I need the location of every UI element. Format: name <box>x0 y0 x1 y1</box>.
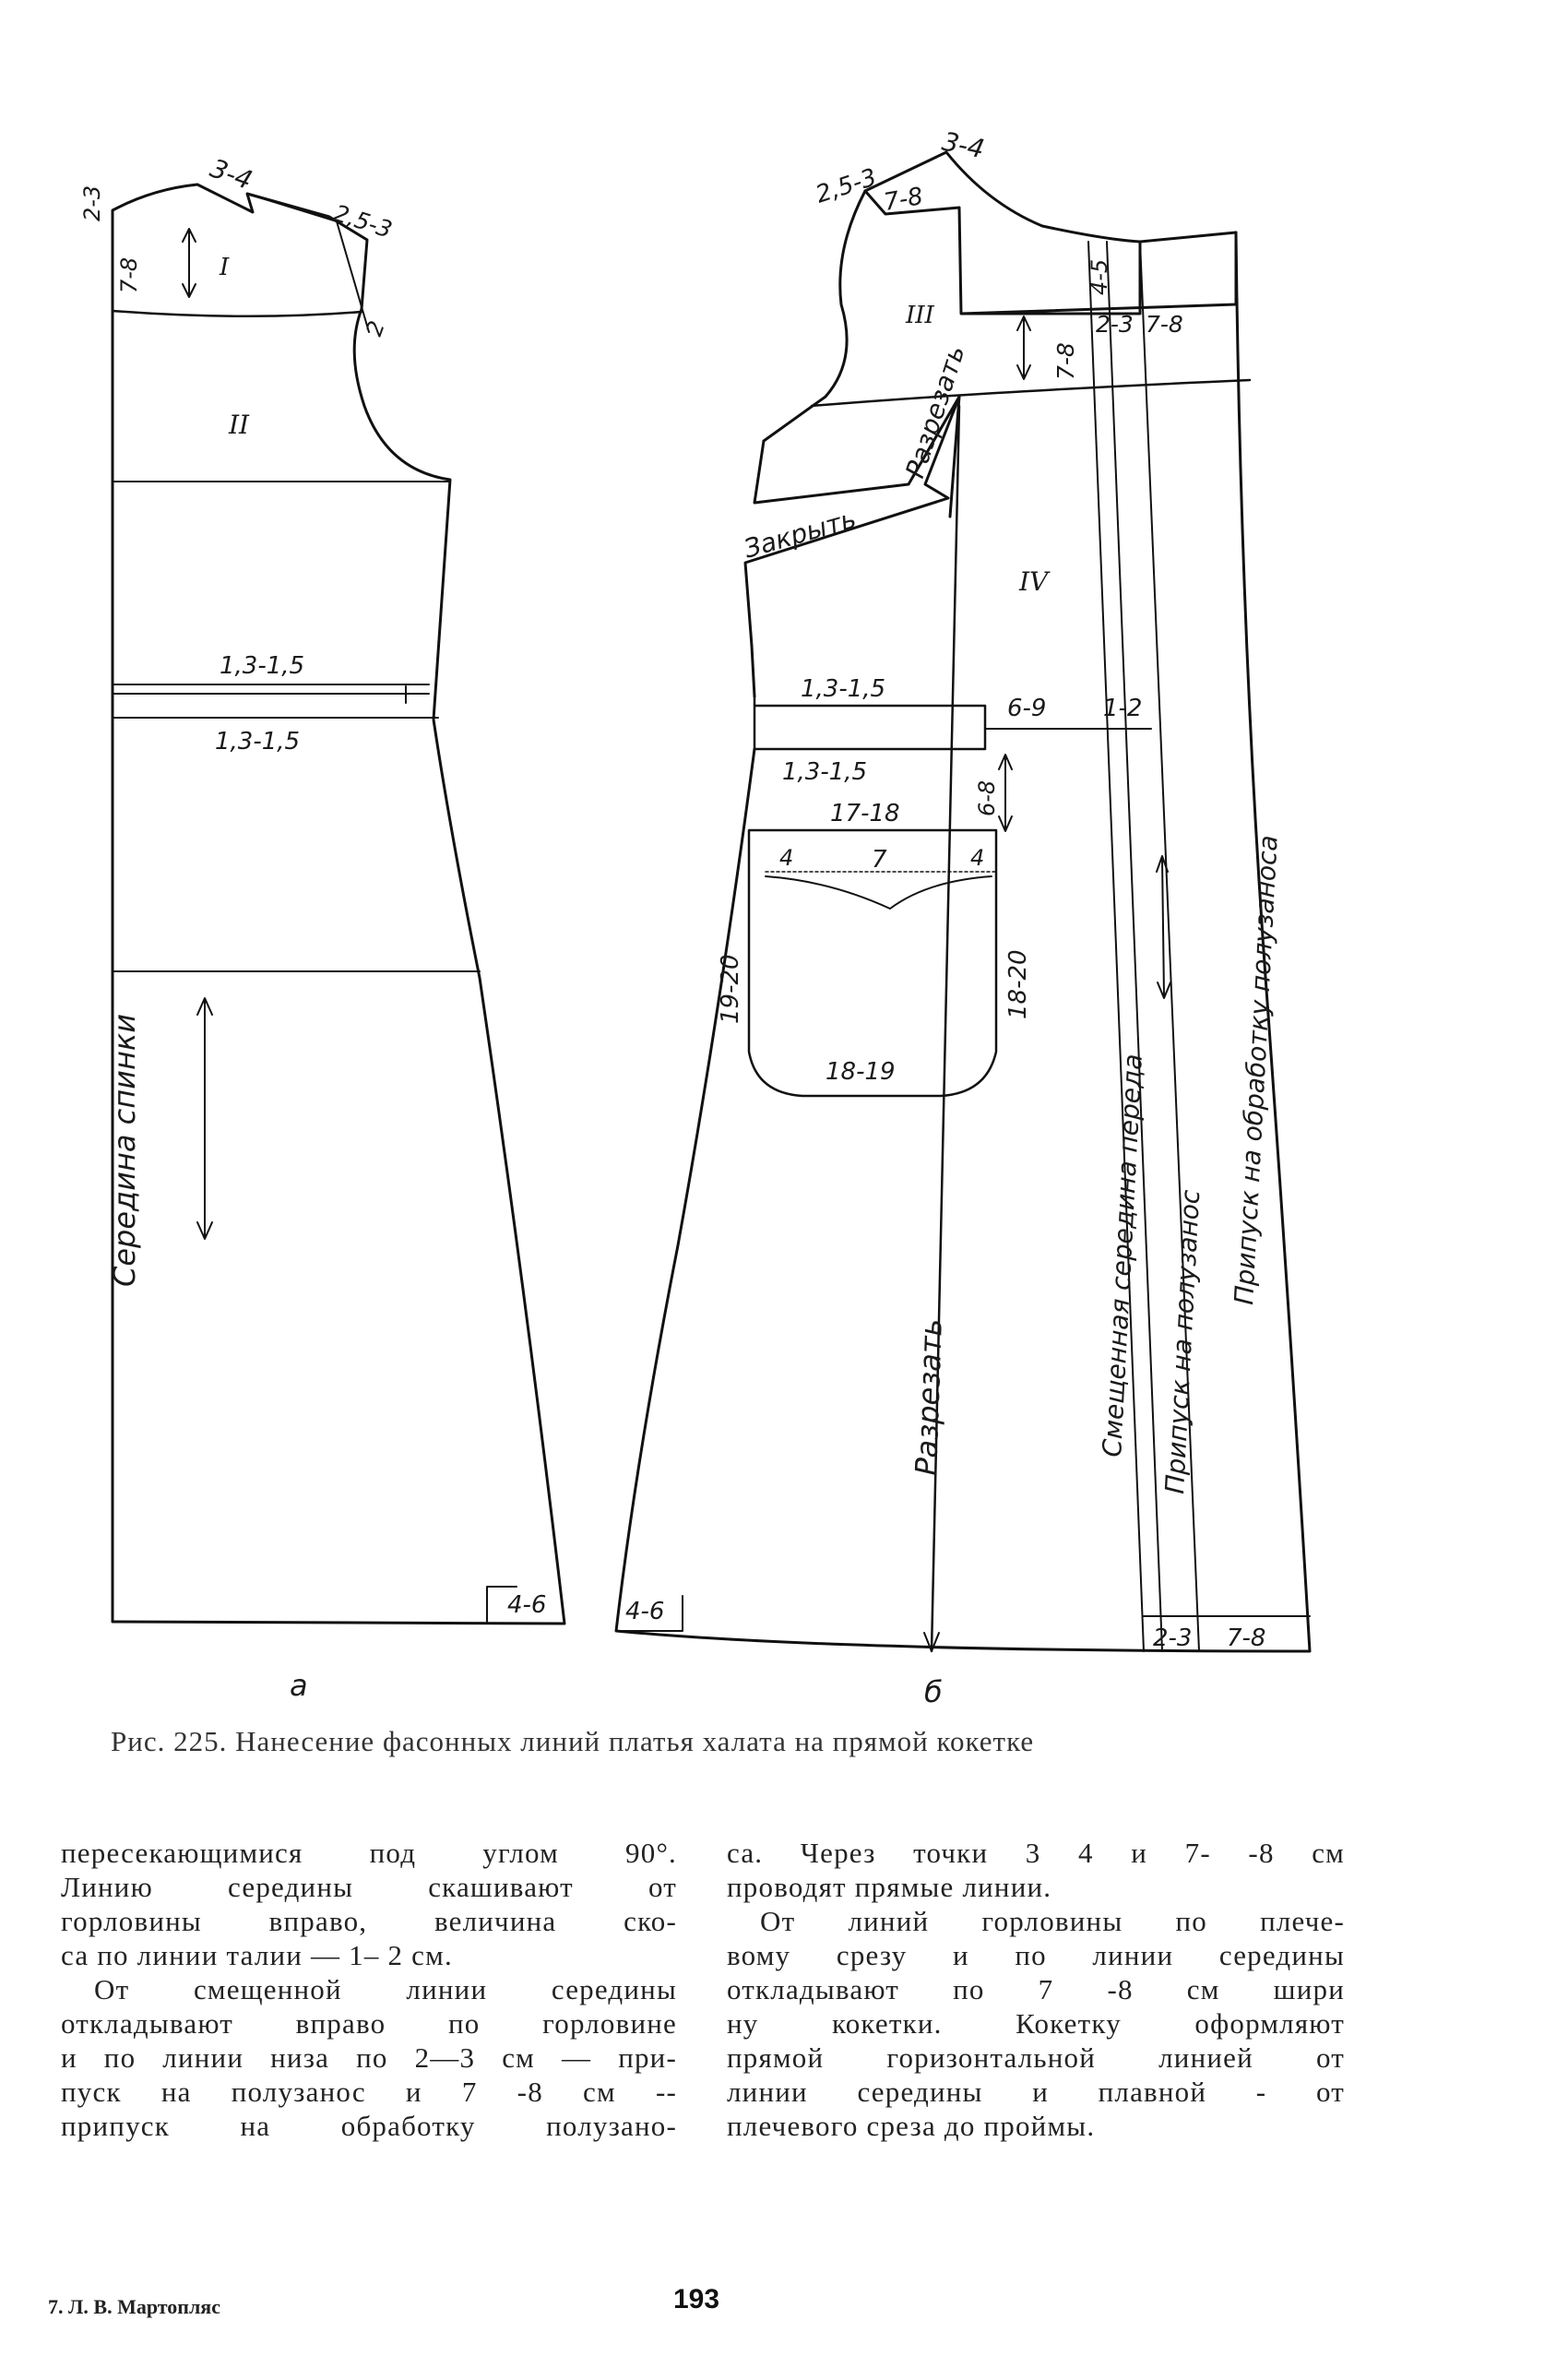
back-label-yoke-height: 7-8 <box>116 256 142 293</box>
front-label-pocket-left-4: 4 <box>779 845 794 871</box>
front-label-pocket-right-4: 4 <box>970 845 985 871</box>
front-label-waist-bottom: 1,3-1,5 <box>782 758 868 786</box>
back-label-waist-bottom: 1,3-1,5 <box>215 728 301 756</box>
front-label-pocket-bottom: 18-19 <box>826 1058 896 1086</box>
text-line: припуск на обработку полузано- <box>61 2110 677 2142</box>
back-outline <box>113 184 564 1624</box>
page-number: 193 <box>673 2284 720 2314</box>
text-line: линии середины и плавной - от <box>727 2076 1345 2108</box>
front-label-waist-offset: 6-9 <box>1007 695 1047 722</box>
back-pattern <box>113 184 564 1624</box>
text-line: Линию середины скашивают от <box>61 1871 677 1903</box>
front-label-finish: 7-8 <box>1146 311 1183 338</box>
back-label-region-1: I <box>220 254 230 281</box>
back-yoke-line <box>113 311 362 316</box>
text-line: горловины вправо, величина ско- <box>61 1905 677 1937</box>
back-label-waist-top: 1,3-1,5 <box>220 652 305 680</box>
figure-caption: Рис. 225. Нанесение фасонных линий платья халата на прямой кокетке <box>111 1725 1035 1757</box>
front-label-region-3: III <box>906 302 934 329</box>
front-label-pocket-offset: 6-8 <box>974 779 1000 816</box>
front-pocket-flap <box>766 876 992 909</box>
front-label-waist-top: 1,3-1,5 <box>801 675 886 703</box>
front-label-overlap-allowance: Припуск на полузанос <box>1159 1188 1206 1495</box>
front-label-slope: 1-2 <box>1103 695 1143 722</box>
text-line: прямой горизонтальной линией от <box>727 2041 1345 2074</box>
subfigure-label-b: б <box>924 1674 943 1709</box>
footer-signature: 7. Л. В. Мартопляс <box>48 2295 220 2318</box>
text-line: са по линии талии — 1– 2 см. <box>61 1939 453 1971</box>
front-label-region-4: IV <box>1019 566 1049 597</box>
front-yoke-lower <box>812 380 1250 406</box>
front-pattern <box>616 152 1310 1651</box>
front-label-yoke-height: 7-8 <box>1052 342 1079 380</box>
text-line: От смещенной линии середины <box>94 1973 677 2005</box>
text-line: са. Через точки 3 4 и 7- -8 см <box>727 1837 1345 1869</box>
front-neckline <box>946 152 1236 242</box>
back-label-region-2: II <box>229 410 250 440</box>
front-label-shoulder: 2,5-3 <box>812 163 881 209</box>
front-label-yoke-width: 7-8 <box>882 182 926 217</box>
text-line: откладывают вправо по горловине <box>61 2007 677 2040</box>
front-labels <box>625 126 1284 1652</box>
front-label-cut-top: Разрезать <box>899 341 971 482</box>
front-label-hem-finish: 7-8 <box>1227 1624 1266 1652</box>
front-label-finish-allowance: Припуск на обработку полузаноса <box>1229 834 1284 1306</box>
front-label-cut-skirt: Разрезать <box>909 1318 949 1477</box>
back-labels <box>79 153 546 1619</box>
back-label-shoulder: 2,5-3 <box>330 199 396 244</box>
back-label-neck-width: 3-4 <box>206 152 256 196</box>
front-label-shifted-center: Смещенная середина переда <box>1097 1053 1148 1458</box>
back-label-center: Середина спинки <box>107 1013 142 1287</box>
front-label-pocket-7: 7 <box>872 846 887 874</box>
front-label-overlap: 2-3 <box>1096 311 1134 338</box>
text-line: От линий горловины по плече- <box>760 1905 1345 1937</box>
text-column-left <box>61 1836 677 2143</box>
text-line: плечевого среза до проймы. <box>727 2110 1096 2142</box>
front-label-neck-width: 3-4 <box>939 125 988 165</box>
front-label-pocket-right-height: 18-20 <box>1004 949 1032 1019</box>
text-column-right <box>727 1836 1345 2143</box>
front-label-pocket-left-height: 19-20 <box>717 954 744 1024</box>
back-label-armhole: 2 <box>361 317 390 340</box>
front-label-close: Закрыть <box>740 503 860 565</box>
front-label-hem-overlap: 2-3 <box>1153 1624 1193 1652</box>
text-line: пересекающимися под углом 90°. <box>61 1837 677 1869</box>
back-label-hem: 4-6 <box>507 1591 547 1619</box>
front-label-pocket-width: 17-18 <box>830 800 900 827</box>
front-grain-arrow <box>1162 858 1164 996</box>
text-line: вому срезу и по линии середины <box>727 1939 1345 1971</box>
front-label-hem: 4-6 <box>625 1598 665 1625</box>
front-label-neck-depth: 4-5 <box>1087 258 1112 295</box>
back-label-neck-depth: 2-3 <box>79 184 105 221</box>
text-line: и по линии низа по 2—3 см — при- <box>61 2041 677 2074</box>
text-line: ну кокетки. Кокетку оформляют <box>727 2007 1345 2040</box>
text-line: откладывают по 7 -8 см шири <box>727 1973 1345 2005</box>
front-skirt-outline <box>616 232 1310 1651</box>
text-line: проводят прямые линии. <box>727 1871 1052 1903</box>
subfigure-label-a: а <box>290 1668 308 1703</box>
text-line: пуск на полузанос и 7 -8 см -- <box>61 2076 677 2108</box>
front-waist-band <box>754 696 985 749</box>
